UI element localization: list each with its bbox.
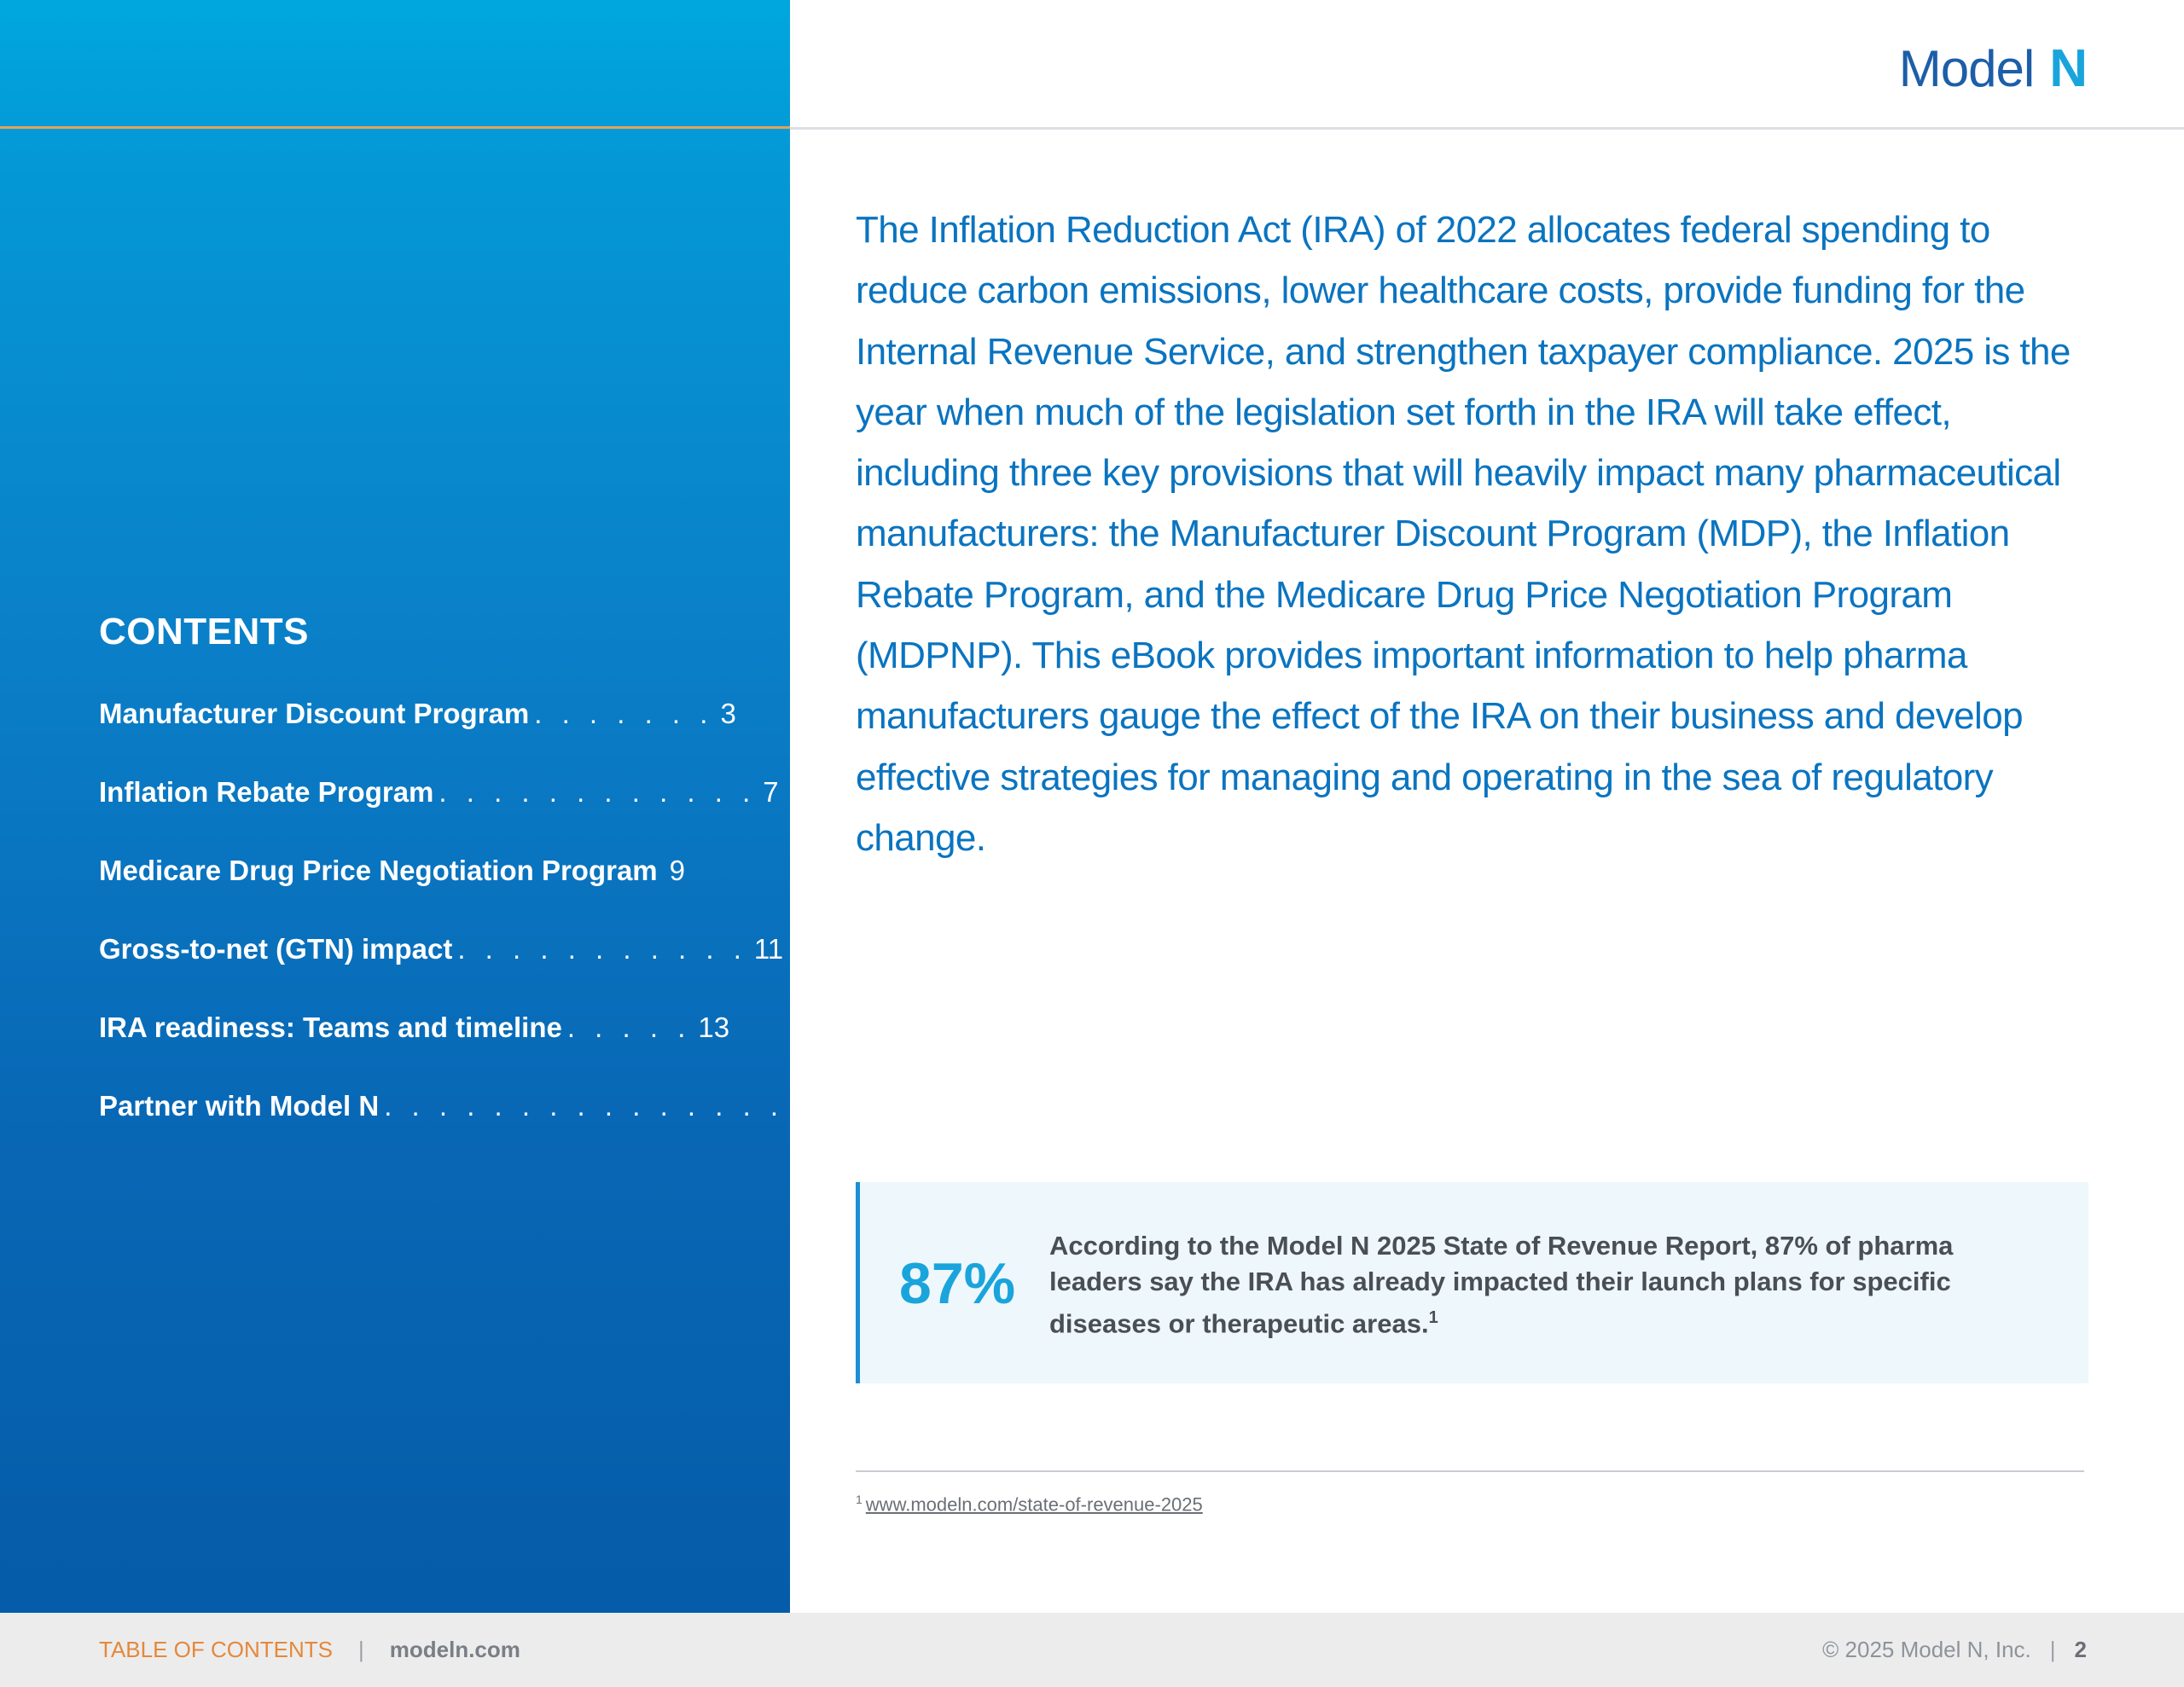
header-rule (790, 127, 2184, 130)
toc-leader-dots: . . . . . . . (534, 698, 714, 729)
footnote-rule (856, 1470, 2084, 1472)
toc-page-number: 7 (763, 776, 779, 808)
toc-leader-dots: . . . . . . . . . . . . . . . (384, 1090, 785, 1122)
toc-leader-dots: . . . . . . . . . . . . (439, 776, 757, 808)
callout-text (1049, 1228, 2039, 1342)
callout-stat: 87% (899, 1251, 1016, 1316)
sidebar-accent-rule (0, 126, 790, 129)
footer-page-separator: | (2049, 1637, 2056, 1662)
footer-separator: | (358, 1637, 364, 1662)
toc-item-medicare-drug-price-negotiation[interactable] (99, 855, 747, 933)
toc-label: IRA readiness: Teams and timeline (99, 1012, 562, 1043)
toc-item-partner-with-model-n[interactable] (99, 1090, 822, 1168)
footer-page-number: 2 (2074, 1637, 2087, 1662)
toc-leader-dots: . . . . . . . . . . . (457, 933, 747, 965)
intro-paragraph: The Inflation Reduction Act (IRA) of 2022 allocates federal spending to reduce carbon emissions, lower healthcare costs, provide funding for the Internal Revenue Service, and strengthen taxpayer compliance. 2025 is the year when much of the legislation set forth in the IRA will take effect, including three key provisions that will heavily impact many pharmaceutical manufacturers: the Manufacturer Discount Program (MDP), the Inflation Rebate Program, and the Medicare Drug Price Negotiation Program (MDPNP). This eBook provides important information to help pharma manufacturers gauge the effect of the IRA on their business and develop effective strategies for managing and operating in the sea of regulatory change. (856, 209, 2071, 859)
toc-label: Partner with Model N (99, 1090, 380, 1122)
table-of-contents (99, 698, 822, 1168)
toc-label: Gross-to-net (GTN) impact (99, 933, 453, 965)
toc-item-ira-readiness[interactable] (99, 1012, 747, 1090)
stat-callout (856, 1182, 2088, 1383)
footer-toc-link[interactable]: TABLE OF CONTENTS (99, 1637, 333, 1662)
footnote-marker: 1 (856, 1493, 863, 1506)
footer-right (1822, 1637, 2087, 1663)
toc-page-number: 11 (753, 933, 784, 965)
footer-copyright: © 2025 Model N, Inc. (1822, 1637, 2031, 1662)
footer-left (99, 1637, 520, 1663)
toc-label: Inflation Rebate Program (99, 776, 434, 808)
footer-site-link[interactable]: modeln.com (389, 1637, 520, 1662)
toc-item-manufacturer-discount-program[interactable] (99, 698, 747, 776)
toc-leader-dots: . . . . . (566, 1012, 692, 1043)
toc-page-number: 13 (698, 1012, 730, 1043)
toc-item-inflation-rebate-program[interactable] (99, 776, 779, 855)
callout-body: According to the Model N 2025 State of Revenue Report, 87% of pharma leaders say the IRA has already impacted their launch plans for specific diseases or therapeutic areas. (1049, 1231, 1954, 1339)
sidebar (0, 0, 822, 1613)
page-footer (0, 1613, 2184, 1687)
model-n-logo (1899, 34, 2087, 102)
footnote (856, 1493, 1203, 1516)
logo-letter: N (2049, 38, 2087, 98)
logo-word: Model (1898, 39, 2035, 97)
toc-item-gross-to-net-impact[interactable] (99, 933, 784, 1012)
toc-page-number: 3 (720, 698, 736, 729)
toc-label: Manufacturer Discount Program (99, 698, 530, 729)
callout-footnote-marker: 1 (1428, 1308, 1438, 1327)
footnote-link[interactable]: www.modeln.com/state-of-revenue-2025 (865, 1493, 1203, 1516)
toc-page-number: 9 (669, 855, 686, 886)
contents-title: CONTENTS (99, 611, 309, 652)
toc-label: Medicare Drug Price Negotiation Program (99, 855, 658, 886)
toc-page-number: 16 (791, 1090, 822, 1122)
